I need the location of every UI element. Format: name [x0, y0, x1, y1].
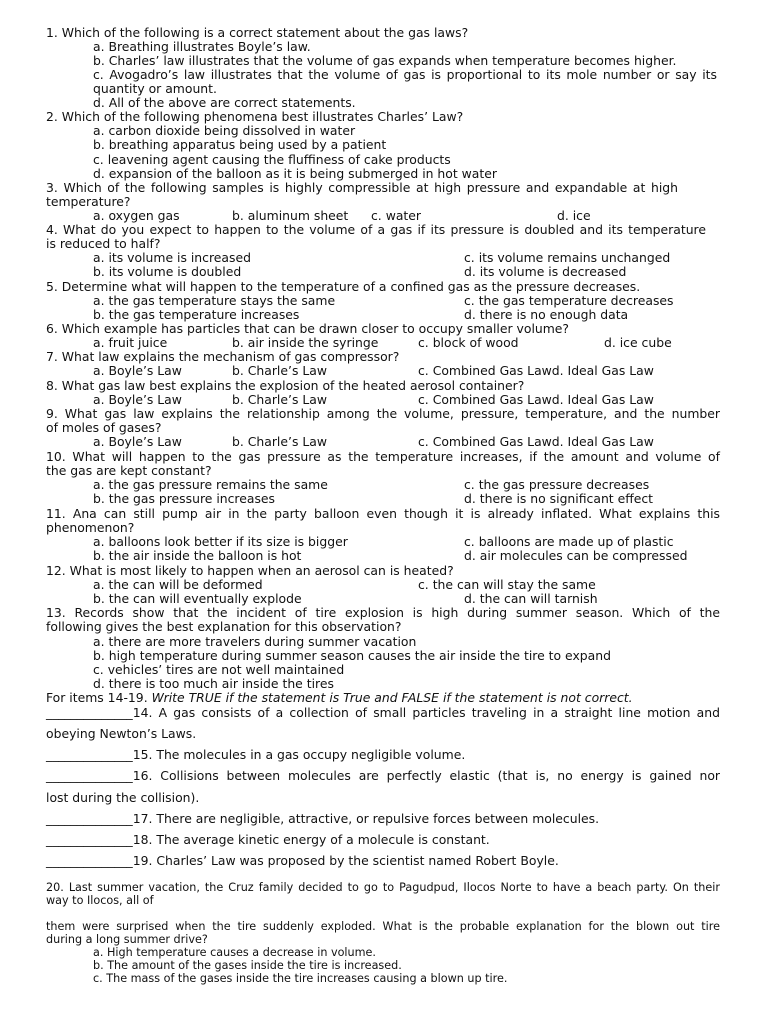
tf-item-16-line1 — [46, 769, 720, 783]
q10-stem-line1: 10. What will happen to the gas pressure as the temperature increases, if the amount and volume of — [46, 449, 720, 464]
q6-option-c: c. block of wood — [418, 335, 519, 350]
q11-stem-line1: 11. Ana can still pump air in the party balloon even though it is already inflated. What explains this — [46, 506, 720, 521]
tf-item-19-text: 19. Charles’ Law was proposed by the scientist named Robert Boyle. — [132, 853, 559, 868]
q2-option-b: b. breathing apparatus being used by a patient — [93, 137, 387, 152]
q13-option-c: c. vehicles’ tires are not well maintained — [93, 662, 345, 677]
tf-item-16-line2: lost during the collision). — [46, 790, 200, 805]
q13-option-a: a. there are more travelers during summer vacation — [93, 634, 417, 649]
q13-option-b: b. high temperature during summer season causes the air inside the tire to expand — [93, 648, 611, 663]
q3-option-c: c. water — [371, 208, 421, 223]
q3-option-d: d. ice — [557, 208, 591, 223]
tf-blank-19[interactable]: ______________ — [46, 853, 133, 868]
q7-stem: 7. What law explains the mechanism of gas compressor? — [46, 349, 400, 364]
q10-option-b: b. the gas pressure increases — [93, 491, 276, 506]
q1-option-b: b. Charles’ law illustrates that the volume of gas expands when temperature becomes higher. — [93, 53, 677, 68]
q4-option-d: d. its volume is decreased — [464, 264, 627, 279]
q9-option-a: a. Boyle’s Law — [93, 434, 182, 449]
tf-item-18-text: 18. The average kinetic energy of a molecule is constant. — [132, 832, 490, 847]
q5-option-a: a. the gas temperature stays the same — [93, 293, 336, 308]
q2-stem: 2. Which of the following phenomena best illustrates Charles’ Law? — [46, 109, 464, 124]
q7-option-cd: c. Combined Gas Lawd. Ideal Gas Law — [418, 363, 654, 378]
q8-option-b: b. Charle’s Law — [232, 392, 327, 407]
q9-option-cd: c. Combined Gas Lawd. Ideal Gas Law — [418, 434, 654, 449]
q2-option-a: a. carbon dioxide being dissolved in water — [93, 123, 356, 138]
q4-option-b: b. its volume is doubled — [93, 264, 242, 279]
q1-option-a: a. Breathing illustrates Boyle’s law. — [93, 39, 311, 54]
q2-option-d: d. expansion of the balloon as it is being submerged in hot water — [93, 166, 497, 181]
q1-option-d: d. All of the above are correct statements. — [93, 95, 356, 110]
q11-option-c: c. balloons are made up of plastic — [464, 534, 674, 549]
tf-instructions — [46, 691, 633, 705]
q3-stem-line2: temperature? — [46, 194, 131, 209]
q12-option-d: d. the can will tarnish — [464, 591, 598, 606]
q6-option-b: b. air inside the syringe — [232, 335, 379, 350]
tf-item-19 — [46, 854, 559, 868]
q1-option-c-line1: c. Avogadro’s law illustrates that the volume of gas is proportional to its mole number or say its — [93, 67, 717, 82]
q3-stem-line1: 3. Which of the following samples is highly compressible at high pressure and expandable at high — [46, 180, 678, 195]
tf-blank-18[interactable]: ______________ — [46, 832, 133, 847]
q10-option-d: d. there is no significant effect — [464, 491, 654, 506]
q10-option-c: c. the gas pressure decreases — [464, 477, 650, 492]
q4-stem-line1: 4. What do you expect to happen to the volume of a gas if its pressure is doubled and its temperature — [46, 222, 706, 237]
q7-option-b: b. Charle’s Law — [232, 363, 327, 378]
q4-stem-line2: is reduced to half? — [46, 236, 161, 251]
q11-stem-line2: phenomenon? — [46, 520, 135, 535]
q8-option-a: a. Boyle’s Law — [93, 392, 182, 407]
tf-item-14-line1 — [46, 706, 720, 720]
q13-stem-line1: 13. Records show that the incident of tire explosion is high during summer season. Which of the — [46, 605, 720, 620]
tf-blank-17[interactable]: ______________ — [46, 811, 133, 826]
q4-option-c: c. its volume remains unchanged — [464, 250, 671, 265]
q5-option-c: c. the gas temperature decreases — [464, 293, 674, 308]
q13-stem-line2: following gives the best explanation for this observation? — [46, 619, 402, 634]
q6-option-d: d. ice cube — [604, 335, 672, 350]
q20-stem-line2: way to Ilocos, all of — [46, 894, 154, 907]
tf-item-14-line2: obeying Newton’s Laws. — [46, 726, 197, 741]
q9-stem-line2: of moles of gases? — [46, 420, 162, 435]
q9-option-b: b. Charle’s Law — [232, 434, 327, 449]
q11-option-b: b. the air inside the balloon is hot — [93, 548, 302, 563]
tf-blank-15[interactable]: ______________ — [46, 747, 133, 762]
q1-stem: 1. Which of the following is a correct statement about the gas laws? — [46, 25, 469, 40]
q20-option-c: c. The mass of the gases inside the tire increases causing a blown up tire. — [93, 972, 508, 985]
q9-stem-line1: 9. What gas law explains the relationship among the volume, pressure, temperature, and the number — [46, 406, 720, 421]
q10-stem-line2: the gas are kept constant? — [46, 463, 212, 478]
q12-stem: 12. What is most likely to happen when an aerosol can is heated? — [46, 563, 454, 578]
q11-option-d: d. air molecules can be compressed — [464, 548, 688, 563]
q2-option-c: c. leavening agent causing the fluffiness of cake products — [93, 152, 451, 167]
q3-option-b: b. aluminum sheet — [232, 208, 349, 223]
q20-stem-line4: during a long summer drive? — [46, 933, 208, 946]
q20-stem-line3: them were surprised when the tire suddenly exploded. What is the probable explanation for the blown out tire — [46, 920, 720, 933]
q7-option-a: a. Boyle’s Law — [93, 363, 182, 378]
q12-option-a: a. the can will be deformed — [93, 577, 263, 592]
tf-item-14-text: 14. A gas consists of a collection of small particles traveling in a straight line motion and — [132, 705, 720, 720]
q20-option-a: a. High temperature causes a decrease in volume. — [93, 946, 376, 959]
q6-option-a: a. fruit juice — [93, 335, 168, 350]
tf-blank-14[interactable]: ______________ — [46, 705, 133, 720]
tf-item-17 — [46, 812, 599, 826]
q10-option-a: a. the gas pressure remains the same — [93, 477, 328, 492]
q20-option-b: b. The amount of the gases inside the tire is increased. — [93, 959, 402, 972]
q5-option-d: d. there is no enough data — [464, 307, 629, 322]
q12-option-c: c. the can will stay the same — [418, 577, 596, 592]
q5-option-b: b. the gas temperature increases — [93, 307, 300, 322]
q12-option-b: b. the can will eventually explode — [93, 591, 302, 606]
q1-option-c-line2: quantity or amount. — [93, 81, 217, 96]
q8-option-cd: c. Combined Gas Lawd. Ideal Gas Law — [418, 392, 654, 407]
q13-option-d: d. there is too much air inside the tires — [93, 676, 334, 691]
tf-instructions-italic: Write TRUE if the statement is True and FALSE if the statement is not correct. — [151, 690, 633, 705]
tf-item-17-text: 17. There are negligible, attractive, or repulsive forces between molecules. — [132, 811, 600, 826]
tf-item-15-text: 15. The molecules in a gas occupy negligible volume. — [132, 747, 466, 762]
tf-item-15 — [46, 748, 465, 762]
q11-option-a: a. balloons look better if its size is bigger — [93, 534, 348, 549]
q8-stem: 8. What gas law best explains the explosion of the heated aerosol container? — [46, 378, 525, 393]
tf-instructions-label: For items 14-19. — [46, 690, 152, 705]
q4-option-a: a. its volume is increased — [93, 250, 251, 265]
q6-stem: 6. Which example has particles that can be drawn closer to occupy smaller volume? — [46, 321, 570, 336]
tf-blank-16[interactable]: ______________ — [46, 768, 133, 783]
tf-item-18 — [46, 833, 490, 847]
q20-stem-line1: 20. Last summer vacation, the Cruz family decided to go to Pagudpud, Ilocos Norte to have a beach party. On their — [46, 881, 720, 894]
q3-option-a: a. oxygen gas — [93, 208, 180, 223]
tf-item-16-text: 16. Collisions between molecules are perfectly elastic (that is, no energy is gained nor — [132, 768, 720, 783]
q5-stem: 5. Determine what will happen to the temperature of a confined gas as the pressure decreases. — [46, 279, 641, 294]
